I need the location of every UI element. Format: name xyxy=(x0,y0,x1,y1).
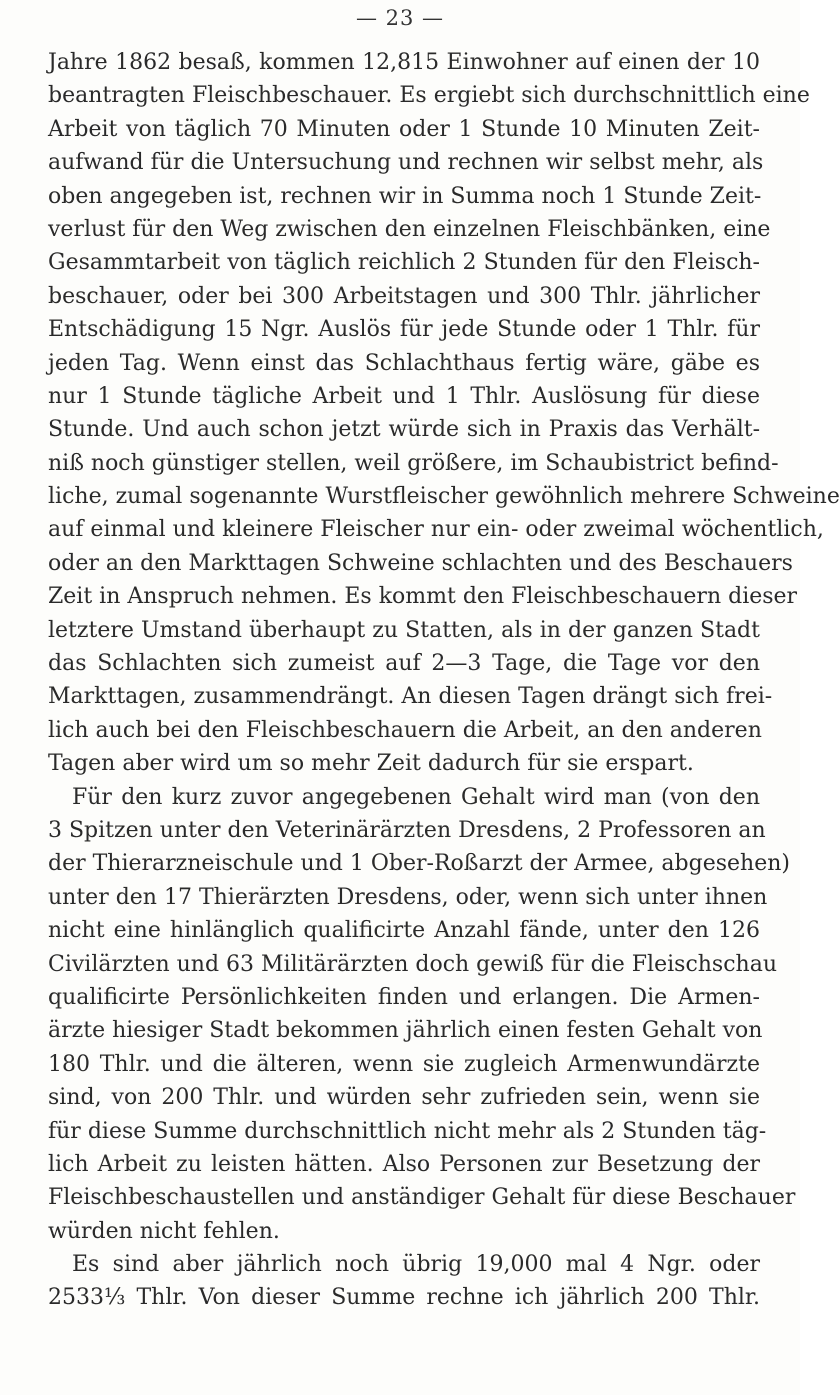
text-line: Arbeit von täglich 70 Minuten oder 1 Stunde 10 Minuten Zeit- xyxy=(48,116,760,142)
text-line: nicht eine hinlänglich qualificirte Anzahl fände, unter den 126 xyxy=(48,918,760,944)
text-line: lich auch bei den Fleischbeschauern die Arbeit, an den anderen xyxy=(48,717,762,743)
text-line: nur 1 Stunde tägliche Arbeit und 1 Thlr. Auslösung für diese xyxy=(48,383,760,409)
text-line: niß noch günstiger stellen, weil größere, im Schaubistrict befind- xyxy=(48,450,779,476)
text-line: auf einmal und kleinere Fleischer nur ein- oder zweimal wöchentlich, xyxy=(48,517,824,543)
text-line: Es sind aber jährlich noch übrig 19,000 mal 4 Ngr. oder xyxy=(72,1252,760,1278)
body-text xyxy=(48,46,840,1315)
text-line: letztere Umstand überhaupt zu Statten, als in der ganzen Stadt xyxy=(48,617,760,643)
text-line: Fleischbeschaustellen und anständiger Gehalt für diese Beschauer xyxy=(48,1185,796,1211)
text-line: Gesammtarbeit von täglich reichlich 2 Stunden für den Fleisch- xyxy=(48,250,760,276)
text-line: Zeit in Anspruch nehmen. Es kommt den Fleischbeschauern dieser xyxy=(48,584,798,610)
text-line: jeden Tag. Wenn einst das Schlachthaus fertig wäre, gäbe es xyxy=(48,350,760,376)
text-line: 180 Thlr. und die älteren, wenn sie zugleich Armenwundärzte xyxy=(48,1051,760,1077)
text-line: qualificirte Persönlichkeiten finden und erlangen. Die Armen- xyxy=(48,984,760,1010)
text-line: Markttagen, zusammendrängt. An diesen Tagen drängt sich frei- xyxy=(48,684,773,710)
text-line: Entschädigung 15 Ngr. Auslös für jede Stunde oder 1 Thlr. für xyxy=(48,317,760,343)
text-line: liche, zumal sogenannte Wurstfleischer gewöhnlich mehrere Schweine xyxy=(48,484,840,510)
text-line: Jahre 1862 besaß, kommen 12,815 Einwohner auf einen der 10 xyxy=(48,50,760,75)
text-line: beantragten Fleischbeschauer. Es ergiebt sich durchschnittlich eine xyxy=(48,83,810,109)
text-line: 2533⅓ Thlr. Von dieser Summe rechne ich jährlich 200 Thlr. xyxy=(48,1285,760,1311)
text-line: ärzte hiesiger Stadt bekommen jährlich einen festen Gehalt von xyxy=(48,1018,763,1044)
text-line: oder an den Markttagen Schweine schlachten und des Beschauers xyxy=(48,550,793,576)
paragraph-1 xyxy=(48,46,840,781)
text-line: beschauer, oder bei 300 Arbeitstagen und 300 Thlr. jährlicher xyxy=(48,283,760,309)
paragraph-2 xyxy=(48,781,796,1248)
text-line: Tagen aber wird um so mehr Zeit dadurch für sie erspart. xyxy=(48,751,694,777)
text-line: unter den 17 Thierärzten Dresdens, oder, wenn sich unter ihnen xyxy=(48,884,768,910)
text-line: Stunde. Und auch schon jetzt würde sich in Praxis das Verhält- xyxy=(48,417,760,443)
text-line: 3 Spitzen unter den Veterinärärzten Dresdens, 2 Professoren an xyxy=(48,817,766,843)
text-line: Civilärzten und 63 Militärärzten doch gewiß für die Fleischschau xyxy=(48,951,777,977)
text-line: aufwand für die Untersuchung und rechnen wir selbst mehr, als xyxy=(48,150,764,176)
text-line: verlust für den Weg zwischen den einzelnen Fleischbänken, eine xyxy=(48,216,771,242)
text-line: würden nicht fehlen. xyxy=(48,1218,280,1244)
text-line: lich Arbeit zu leisten hätten. Also Personen zur Besetzung der xyxy=(48,1151,760,1177)
text-line: das Schlachten sich zumeist auf 2—3 Tage, die Tage vor den xyxy=(48,651,760,677)
text-line: sind, von 200 Thlr. und würden sehr zufrieden sein, wenn sie xyxy=(48,1085,760,1111)
paragraph-3 xyxy=(48,1248,760,1315)
page-number: — 23 — xyxy=(355,6,445,30)
text-line: der Thierarzneischule und 1 Ober-Roßarzt der Armee, abgesehen) xyxy=(48,851,790,877)
text-line: für diese Summe durchschnittlich nicht mehr als 2 Stunden täg- xyxy=(48,1118,767,1144)
text-line: oben angegeben ist, rechnen wir in Summa noch 1 Stunde Zeit- xyxy=(48,183,762,209)
text-line: Für den kurz zuvor angegebenen Gehalt wird man (von den xyxy=(72,784,760,810)
